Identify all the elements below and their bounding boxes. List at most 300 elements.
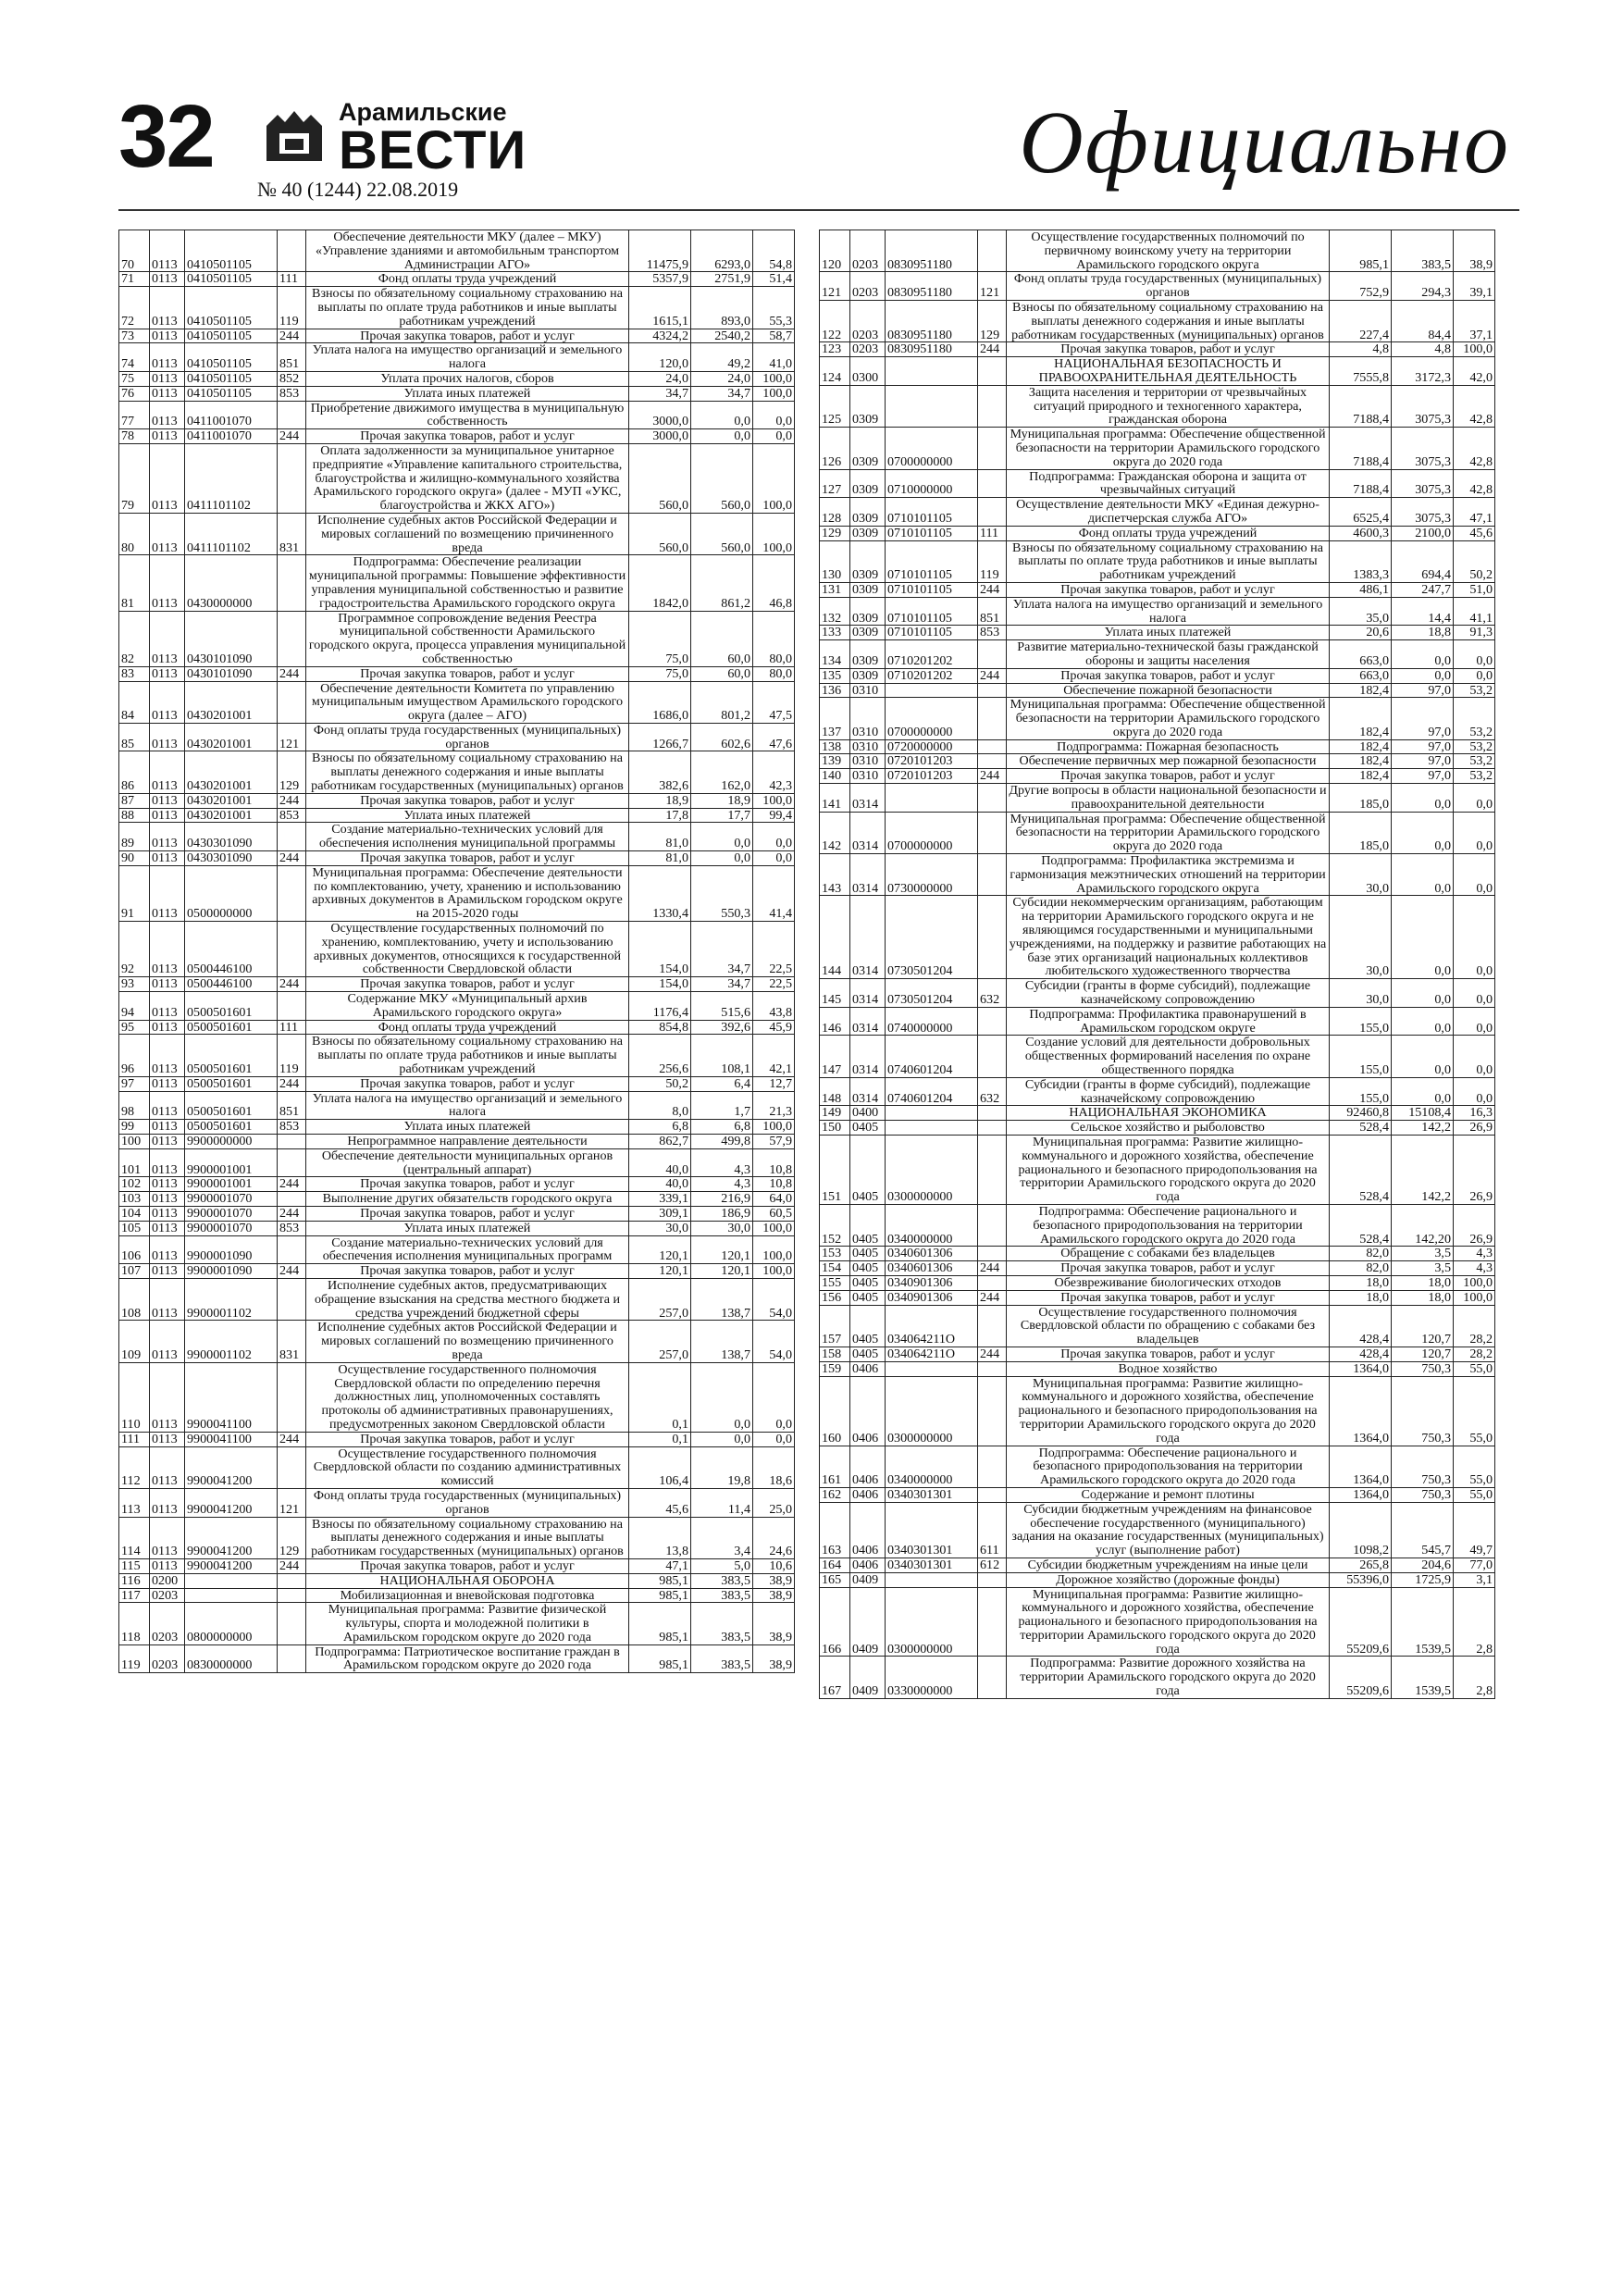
row-number: 156 [820,1290,850,1305]
target-article-code: 0410501105 [185,329,278,343]
actual-amount: 97,0 [1392,769,1454,784]
item-name: Уплата налога на имущество организаций и земельного налога [1007,597,1330,626]
actual-amount: 0,0 [1392,896,1454,979]
table-row [820,357,1495,386]
table-row [119,751,795,793]
row-number: 95 [119,1020,150,1035]
target-article-code: 0340601306 [886,1247,978,1261]
row-number: 140 [820,769,850,784]
item-name: Субсидии (гранты в форме субсидий), подлежащие казначейскому сопровождению [1007,1077,1330,1106]
table-row [820,342,1495,357]
item-name: Взносы по обязательному социальному страхованию на выплаты денежного содержания и иные выплаты работникам государственных (муниципальных) органов [1007,300,1330,341]
table-row [820,812,1495,853]
expense-type-code: 853 [278,808,306,823]
execution-percent: 42,8 [1454,469,1495,498]
row-number: 103 [119,1192,150,1207]
section-code: 0113 [150,386,185,401]
item-name: Фонд оплаты труда учреждений [1007,526,1330,540]
execution-percent: 0,0 [1454,640,1495,669]
item-name: НАЦИОНАЛЬНАЯ ОБОРОНА [306,1573,629,1588]
execution-percent: 22,5 [753,977,795,992]
plan-amount: 7188,4 [1330,428,1392,469]
section-code: 0113 [150,922,185,977]
target-article-code: 0700000000 [886,698,978,739]
execution-percent: 24,6 [753,1517,795,1558]
execution-percent: 100,0 [753,513,795,554]
section-code: 0405 [850,1275,886,1290]
actual-amount: 18,0 [1392,1290,1454,1305]
table-body [119,230,795,1673]
row-number: 101 [119,1148,150,1177]
table-row [119,1091,795,1120]
plan-amount: 985,1 [629,1573,691,1588]
plan-amount: 1364,0 [1330,1361,1392,1376]
table-row [820,1007,1495,1036]
row-number: 77 [119,401,150,429]
section-code: 0310 [850,769,886,784]
item-name: Другие вопросы в области национальной безопасности и правоохранительной деятельности [1007,784,1330,813]
item-name: Содержание и ремонт плотины [1007,1487,1330,1502]
expense-type-code [978,498,1007,527]
target-article-code: 0340301301 [886,1502,978,1558]
target-article-code: 0430201001 [185,723,278,751]
expense-type-code [978,1121,1007,1136]
plan-amount: 428,4 [1330,1347,1392,1361]
table-row [820,854,1495,896]
target-article-code: 034064211О [886,1347,978,1361]
plan-amount: 182,4 [1330,754,1392,769]
execution-percent: 80,0 [753,666,795,681]
table-row [820,428,1495,469]
section-code: 0309 [850,626,886,640]
row-number: 73 [119,329,150,343]
target-article-code: 9900041200 [185,1446,278,1488]
plan-amount: 528,4 [1330,1136,1392,1205]
row-number: 143 [820,854,850,896]
actual-amount: 0,0 [1392,1036,1454,1077]
row-number: 113 [119,1488,150,1517]
row-number: 133 [820,626,850,640]
execution-percent: 54,0 [753,1278,795,1320]
section-code: 0113 [150,401,185,429]
target-article-code: 0411101102 [185,513,278,554]
section-code: 0113 [150,230,185,272]
section-code: 0203 [150,1588,185,1603]
item-name: Муниципальная программа: Обеспечение общественной безопасности на территории Арамильского городского округа до 2020 года [1007,698,1330,739]
table-row [119,1603,795,1644]
actual-amount: 138,7 [691,1321,753,1362]
table-row [820,230,1495,272]
plan-amount: 11475,9 [629,230,691,272]
table-row [119,329,795,343]
item-name: Муниципальная программа: Развитие жилищно-коммунального и дорожного хозяйства, обеспечение рационального и безопасного природопользования на территории Арамильского городского округа до 2020 года [1007,1587,1330,1657]
execution-percent: 53,2 [1454,769,1495,784]
actual-amount: 204,6 [1392,1558,1454,1572]
actual-amount: 2751,9 [691,272,753,287]
expense-type-code: 244 [278,793,306,808]
target-article-code: 9900001001 [185,1177,278,1192]
item-name: Фонд оплаты труда учреждений [306,272,629,287]
section-code: 0113 [150,666,185,681]
target-article-code: 0430101090 [185,666,278,681]
table-row [119,1432,795,1446]
expense-type-code [978,784,1007,813]
plan-amount: 30,0 [629,1221,691,1235]
item-name: Муниципальная программа: Развитие жилищно-коммунального и дорожного хозяйства, обеспечение рационального и безопасного природопользования на территории Арамильского городского округа до 2020 года [1007,1136,1330,1205]
section-code: 0314 [850,812,886,853]
expense-type-code [978,698,1007,739]
expense-type-code: 244 [978,769,1007,784]
target-article-code: 0430101090 [185,611,278,666]
plan-amount: 309,1 [629,1206,691,1221]
plan-amount: 24,0 [629,371,691,386]
expense-type-code [278,1362,306,1432]
expense-type-code: 129 [278,751,306,793]
section-code: 0309 [850,540,886,582]
actual-amount: 49,2 [691,343,753,372]
expense-type-code [978,1106,1007,1121]
table-row [820,1587,1495,1657]
item-name: Прочая закупка товаров, работ и услуг [1007,1290,1330,1305]
item-name: Защита населения и территории от чрезвычайных ситуаций природного и техногенного характера, гражданская оборона [1007,385,1330,427]
table-row [820,1305,1495,1347]
row-number: 76 [119,386,150,401]
actual-amount: 4,8 [1392,342,1454,357]
section-code: 0309 [850,582,886,597]
table-row [119,1264,795,1279]
table-row [119,1192,795,1207]
table-row [119,851,795,866]
target-article-code: 0740601204 [886,1036,978,1077]
expense-type-code: 853 [278,386,306,401]
execution-percent: 18,6 [753,1446,795,1488]
plan-amount: 985,1 [629,1588,691,1603]
expense-type-code: 129 [978,300,1007,341]
item-name: Прочая закупка товаров, работ и услуг [1007,342,1330,357]
actual-amount: 3,4 [691,1517,753,1558]
row-number: 120 [820,230,850,272]
actual-amount: 499,8 [691,1135,753,1149]
table-row [820,272,1495,301]
table-row [119,922,795,977]
table-row [820,1290,1495,1305]
expense-type-code [978,1036,1007,1077]
actual-amount: 750,3 [1392,1361,1454,1376]
actual-amount: 3,5 [1392,1261,1454,1276]
plan-amount: 82,0 [1330,1261,1392,1276]
execution-percent: 0,0 [1454,896,1495,979]
execution-percent: 55,0 [1454,1446,1495,1487]
target-article-code: 0700000000 [886,428,978,469]
section-code: 0113 [150,1076,185,1091]
expense-type-code [978,230,1007,272]
expense-type-code [278,1235,306,1264]
plan-amount: 35,0 [1330,597,1392,626]
plan-amount: 7188,4 [1330,385,1392,427]
execution-percent: 51,0 [1454,582,1495,597]
item-name: Прочая закупка товаров, работ и услуг [1007,769,1330,784]
execution-percent: 53,2 [1454,698,1495,739]
plan-amount: 560,0 [629,513,691,554]
table-row [119,1278,795,1320]
item-name: Уплата иных платежей [306,1120,629,1135]
table-row [820,769,1495,784]
plan-amount: 120,0 [629,343,691,372]
table-row [820,526,1495,540]
table-row [820,1361,1495,1376]
item-name: Подпрограмма: Развитие дорожного хозяйства на территории Арамильского городского округа до 2020 года [1007,1657,1330,1698]
expense-type-code: 111 [278,1020,306,1035]
table-row [820,1376,1495,1446]
expense-type-code [278,230,306,272]
target-article-code: 0720000000 [886,739,978,754]
execution-percent: 0,0 [1454,854,1495,896]
row-number: 107 [119,1264,150,1279]
execution-percent: 99,4 [753,808,795,823]
item-name: Фонд оплаты труда учреждений [306,1020,629,1035]
actual-amount: 120,7 [1392,1347,1454,1361]
row-number: 150 [820,1121,850,1136]
actual-amount: 0,0 [691,851,753,866]
target-article-code: 0500501601 [185,1035,278,1076]
section-code: 0314 [850,1036,886,1077]
section-code: 0314 [850,896,886,979]
table-row [119,1135,795,1149]
execution-percent: 21,3 [753,1091,795,1120]
plan-amount: 1615,1 [629,287,691,329]
expense-type-code [278,823,306,851]
table-row [820,739,1495,754]
execution-percent: 49,7 [1454,1502,1495,1558]
row-number: 148 [820,1077,850,1106]
plan-amount: 1364,0 [1330,1487,1392,1502]
expense-type-code: 244 [278,1558,306,1573]
section-code: 0113 [150,1446,185,1488]
row-number: 114 [119,1517,150,1558]
row-number: 89 [119,823,150,851]
row-number: 136 [820,683,850,698]
actual-amount: 84,4 [1392,300,1454,341]
execution-percent: 10,8 [753,1177,795,1192]
table-row [820,1558,1495,1572]
plan-amount: 1364,0 [1330,1376,1392,1446]
plan-amount: 8,0 [629,1091,691,1120]
target-article-code: 0710101105 [886,540,978,582]
section-code: 0406 [850,1446,886,1487]
row-number: 106 [119,1235,150,1264]
plan-amount: 120,1 [629,1235,691,1264]
plan-amount: 1330,4 [629,865,691,921]
row-number: 85 [119,723,150,751]
row-number: 94 [119,992,150,1021]
target-article-code: 0830951180 [886,300,978,341]
table-row [119,443,795,513]
section-code: 0310 [850,754,886,769]
section-code: 0113 [150,1148,185,1177]
item-name: Исполнение судебных актов Российской Федерации и мировых соглашений по возмещению причиненного вреда [306,1321,629,1362]
table-row [119,1035,795,1076]
table-row [119,386,795,401]
row-number: 88 [119,808,150,823]
table-row [820,597,1495,626]
section-code: 0113 [150,723,185,751]
expense-type-code [978,640,1007,669]
section-code: 0400 [850,1106,886,1121]
plan-amount: 985,1 [1330,230,1392,272]
actual-amount: 60,0 [691,611,753,666]
target-article-code: 0300000000 [886,1587,978,1657]
row-number: 83 [119,666,150,681]
actual-amount: 3075,3 [1392,469,1454,498]
target-article-code [886,1361,978,1376]
target-article-code: 034064211О [886,1305,978,1347]
actual-amount: 861,2 [691,555,753,611]
section-code: 0113 [150,1206,185,1221]
expense-type-code [978,469,1007,498]
execution-percent: 100,0 [753,386,795,401]
execution-percent: 77,0 [1454,1558,1495,1572]
table-row [119,977,795,992]
actual-amount: 0,0 [1392,812,1454,853]
expense-type-code: 244 [278,329,306,343]
table-row [820,469,1495,498]
row-number: 91 [119,865,150,921]
item-name: Муниципальная программа: Обеспечение общественной безопасности на территории Арамильского городского округа до 2020 года [1007,812,1330,853]
section-code: 0113 [150,1135,185,1149]
row-number: 111 [119,1432,150,1446]
plan-amount: 47,1 [629,1558,691,1573]
actual-amount: 3172,3 [1392,357,1454,386]
table-row [820,498,1495,527]
table-row [820,1502,1495,1558]
section-code: 0113 [150,443,185,513]
target-article-code: 0500501601 [185,1020,278,1035]
target-article-code: 0410501105 [185,272,278,287]
execution-percent: 26,9 [1454,1121,1495,1136]
expense-type-code [278,1446,306,1488]
target-article-code: 0800000000 [185,1603,278,1644]
table-row [119,1517,795,1558]
execution-percent: 100,0 [753,1235,795,1264]
plan-amount: 428,4 [1330,1305,1392,1347]
row-number: 74 [119,343,150,372]
plan-amount: 75,0 [629,666,691,681]
execution-percent: 64,0 [753,1192,795,1207]
table-row [119,681,795,723]
row-number: 116 [119,1573,150,1588]
actual-amount: 750,3 [1392,1446,1454,1487]
target-article-code: 0410501105 [185,287,278,329]
target-article-code: 0710201202 [886,668,978,683]
section-code: 0309 [850,640,886,669]
row-number: 98 [119,1091,150,1120]
target-article-code: 0830951180 [886,230,978,272]
execution-percent: 55,0 [1454,1376,1495,1446]
plan-amount: 40,0 [629,1148,691,1177]
plan-amount: 4600,3 [1330,526,1392,540]
section-code: 0406 [850,1502,886,1558]
item-name: Субсидии (гранты в форме субсидий), подлежащие казначейскому сопровождению [1007,979,1330,1008]
plan-amount: 1842,0 [629,555,691,611]
row-number: 79 [119,443,150,513]
target-article-code: 0430000000 [185,555,278,611]
budget-table-right [819,230,1495,1699]
target-article-code: 0740601204 [886,1077,978,1106]
execution-percent: 16,3 [1454,1106,1495,1121]
item-name: Муниципальная программа: Обеспечение общественной безопасности на территории Арамильского городского округа до 2020 года [1007,428,1330,469]
expense-type-code: 244 [278,666,306,681]
plan-amount: 155,0 [1330,1007,1392,1036]
table-row [119,1321,795,1362]
item-name: Осуществление государственного полномочия Свердловской области по созданию административных комиссий [306,1446,629,1488]
plan-amount: 227,4 [1330,300,1392,341]
target-article-code: 0430201001 [185,751,278,793]
row-number: 105 [119,1221,150,1235]
section-code: 0113 [150,751,185,793]
page-number: 32 [118,87,214,186]
expense-type-code [278,1644,306,1673]
target-article-code: 9900001090 [185,1235,278,1264]
table-row [119,1362,795,1432]
item-name: Мобилизационная и вневойсковая подготовка [306,1588,629,1603]
item-name: Прочая закупка товаров, работ и услуг [306,329,629,343]
row-number: 151 [820,1136,850,1205]
item-name: Прочая закупка товаров, работ и услуг [1007,1347,1330,1361]
expense-type-code: 851 [978,597,1007,626]
table-row [119,272,795,287]
section-code: 0113 [150,1488,185,1517]
row-number: 141 [820,784,850,813]
table-row [820,1204,1495,1246]
item-name: Прочая закупка товаров, работ и услуг [306,1206,629,1221]
target-article-code: 0410501105 [185,343,278,372]
item-name: Подпрограмма: Патриотическое воспитание граждан в Арамильском городском округе до 2020 года [306,1644,629,1673]
execution-percent: 100,0 [753,1264,795,1279]
table-row [119,1558,795,1573]
expense-type-code [278,865,306,921]
plan-amount: 256,6 [629,1035,691,1076]
target-article-code: 9900001102 [185,1321,278,1362]
expense-type-code [978,854,1007,896]
actual-amount: 11,4 [691,1488,753,1517]
section-code: 0113 [150,287,185,329]
table-body [820,230,1495,1699]
row-number: 153 [820,1247,850,1261]
execution-percent: 53,2 [1454,683,1495,698]
section-code: 0406 [850,1361,886,1376]
row-number: 99 [119,1120,150,1135]
section-code: 0310 [850,683,886,698]
expense-type-code: 852 [278,371,306,386]
row-number: 70 [119,230,150,272]
target-article-code: 0720101203 [886,769,978,784]
item-name: Уплата иных платежей [306,808,629,823]
target-article-code: 0830000000 [185,1644,278,1673]
row-number: 75 [119,371,150,386]
execution-percent: 0,0 [1454,979,1495,1008]
table-row [820,698,1495,739]
row-number: 147 [820,1036,850,1077]
row-number: 160 [820,1376,850,1446]
section-code: 0113 [150,1278,185,1320]
execution-percent: 0,0 [1454,1036,1495,1077]
section-code: 0113 [150,1321,185,1362]
section-code: 0405 [850,1121,886,1136]
execution-percent: 53,2 [1454,754,1495,769]
execution-percent: 42,1 [753,1035,795,1076]
target-article-code [886,683,978,698]
expense-type-code: 244 [278,851,306,866]
